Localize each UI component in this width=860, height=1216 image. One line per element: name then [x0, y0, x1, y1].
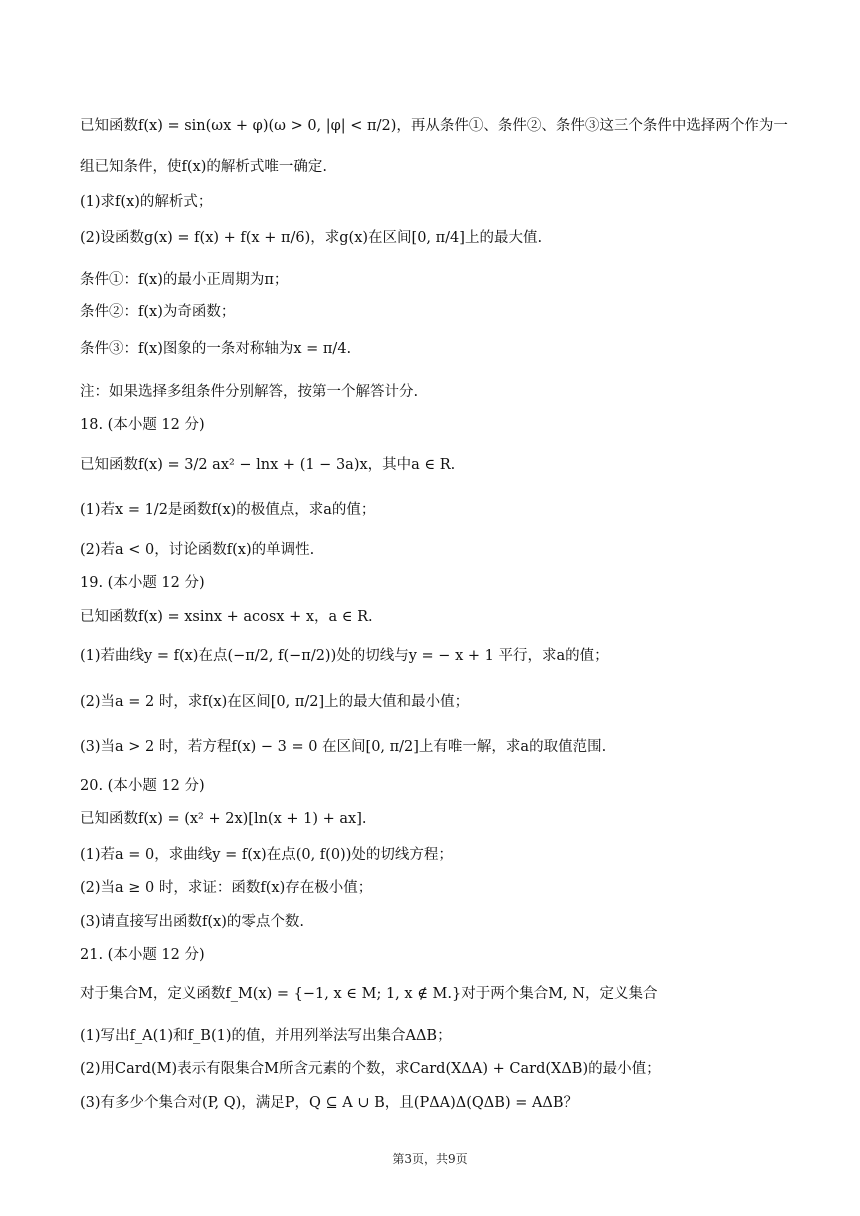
text-line: 条件③：f(x)图象的一条对称轴为x = π/4.	[80, 341, 352, 357]
text-line: (2)当a = 2 时，求f(x)在区间[0, π/2]上的最大值和最小值；	[80, 694, 470, 710]
section-heading: 19. (本小题 12 分)	[80, 575, 205, 591]
page-footer: 第3页，共9页	[392, 1152, 468, 1166]
text-line: 已知函数f(x) = sin(ωx + φ)(ω > 0, |φ| < π/2)，再从条件①、条件②、条件③这三个条件中选择两个作为一	[80, 118, 788, 134]
section-heading: 18. (本小题 12 分)	[80, 417, 205, 433]
text-line: (1)写出f_A(1)和f_B(1)的值，并用列举法写出集合AΔB；	[80, 1028, 452, 1044]
text-line: 条件①：f(x)的最小正周期为π；	[80, 272, 289, 288]
section-heading: 20. (本小题 12 分)	[80, 778, 205, 794]
text-line: (3)请直接写出函数f(x)的零点个数.	[80, 914, 305, 930]
text-line: 注：如果选择多组条件分别解答，按第一个解答计分.	[80, 384, 419, 400]
section-heading: 21. (本小题 12 分)	[80, 947, 205, 963]
text-line: (2)设函数g(x) = f(x) + f(x + π/6)，求g(x)在区间[0, π/4]上的最大值.	[80, 230, 543, 246]
text-line: 已知函数f(x) = (x² + 2x)[ln(x + 1) + ax].	[80, 811, 367, 827]
text-line: (3)当a > 2 时，若方程f(x) − 3 = 0 在区间[0, π/2]上有唯一解，求a的取值范围.	[80, 739, 607, 755]
text-line: 已知函数f(x) = 3/2 ax² − lnx + (1 − 3a)x，其中a ∈ R.	[80, 457, 456, 473]
text-line: (1)若a = 0，求曲线y = f(x)在点(0, f(0))处的切线方程；	[80, 847, 453, 863]
text-line: 对于集合M，定义函数f_M(x) = {−1, x ∈ M; 1, x ∉ M.}对于两个集合M, N，定义集合	[80, 986, 658, 1002]
text-line: 条件②：f(x)为奇函数；	[80, 304, 236, 320]
text-line: (2)若a < 0，讨论函数f(x)的单调性.	[80, 542, 315, 558]
text-line: (2)当a ≥ 0 时，求证：函数f(x)存在极小值；	[80, 880, 373, 896]
text-line: (3)有多少个集合对(P, Q)，满足P，Q ⊆ A ∪ B，且(PΔA)Δ(QΔB) = AΔB？	[80, 1095, 579, 1111]
text-line: (1)若曲线y = f(x)在点(−π/2, f(−π/2))处的切线与y = − x + 1 平行，求a的值；	[80, 648, 609, 664]
text-line: 组已知条件，使f(x)的解析式唯一确定.	[80, 159, 327, 175]
text-line: 已知函数f(x) = xsinx + acosx + x，a ∈ R.	[80, 609, 373, 625]
text-line: (1)求f(x)的解析式；	[80, 194, 213, 210]
text-line: (2)用Card(M)表示有限集合M所含元素的个数，求Card(XΔA) + Card(XΔB)的最小值；	[80, 1061, 661, 1077]
text-line: (1)若x = 1/2是函数f(x)的极值点，求a的值；	[80, 502, 376, 518]
